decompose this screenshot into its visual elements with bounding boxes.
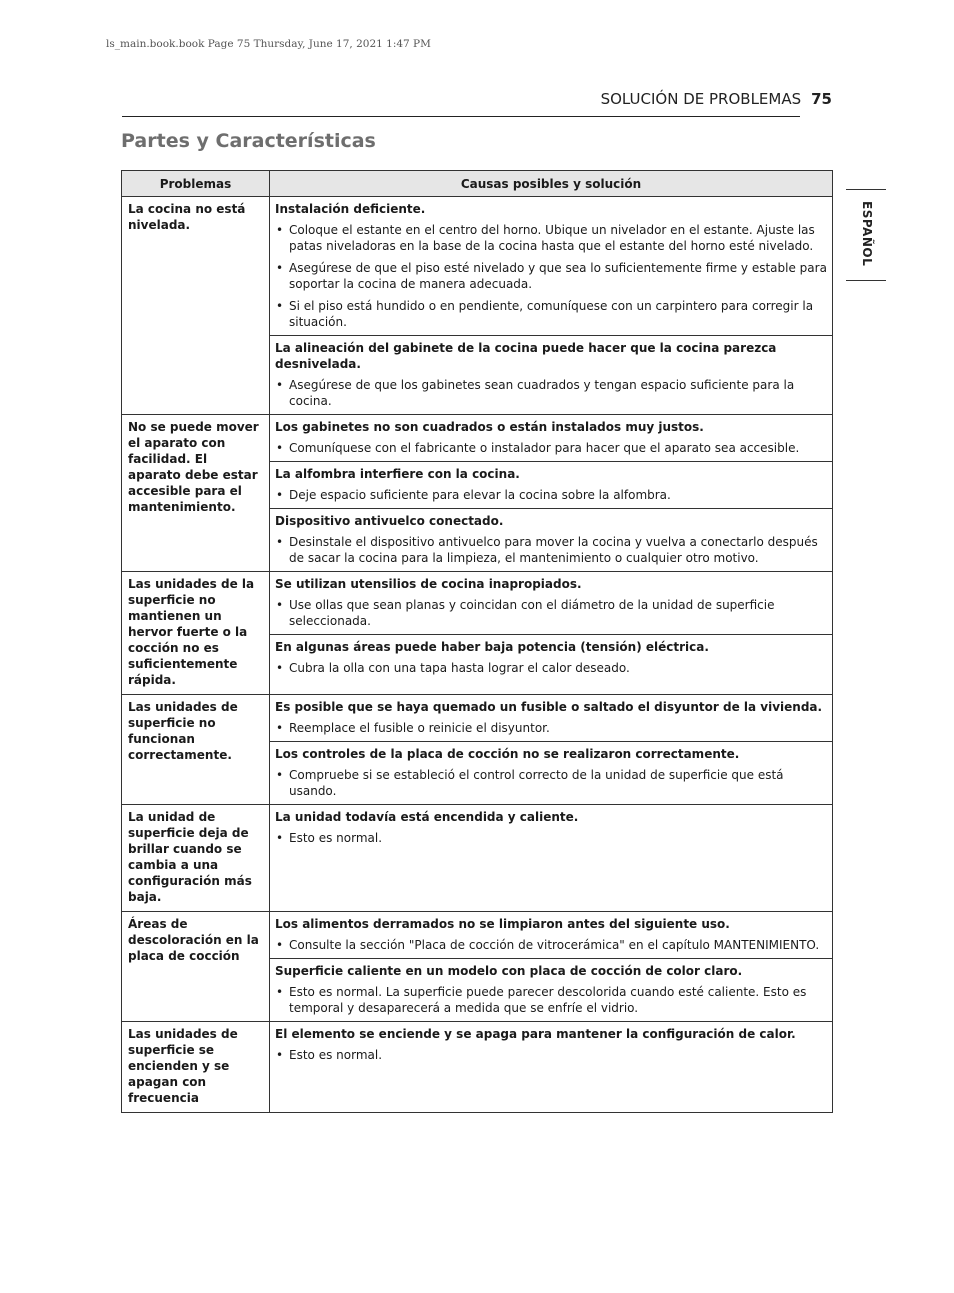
causes-cell bbox=[270, 695, 833, 805]
solution-list bbox=[275, 377, 827, 409]
problem-cell: No se puede mover el aparato con facilidad. El aparato debe estar accesible para el mantenimiento. bbox=[122, 415, 270, 572]
language-side-tab-label: ESPAÑOL bbox=[860, 201, 874, 267]
troubleshooting-table bbox=[121, 170, 833, 1113]
cause-title: Los alimentos derramados no se limpiaron antes del siguiente uso. bbox=[275, 917, 730, 931]
problem-cell: Las unidades de la superficie no mantienen un hervor fuerte o la cocción no es suficientemente rápida. bbox=[122, 572, 270, 695]
solution-list bbox=[275, 720, 827, 736]
cause-title: Se utilizan utensilios de cocina inapropiados. bbox=[275, 577, 582, 591]
cause-block bbox=[270, 508, 832, 571]
cause-title: Dispositivo antivuelco conectado. bbox=[275, 514, 504, 528]
cause-block bbox=[270, 197, 832, 335]
cause-block bbox=[270, 805, 832, 851]
solution-list bbox=[275, 830, 827, 846]
table-row bbox=[122, 197, 833, 415]
solution-item: • Deje espacio suficiente para elevar la cocina sobre la alfombra. bbox=[275, 487, 827, 503]
solution-item: • Asegúrese de que los gabinetes sean cuadrados y tengan espacio suficiente para la cocina. bbox=[275, 377, 827, 409]
table-row bbox=[122, 912, 833, 1022]
cause-block bbox=[270, 912, 832, 958]
cause-block bbox=[270, 415, 832, 461]
cause-title: Superficie caliente en un modelo con placa de cocción de color claro. bbox=[275, 964, 743, 978]
solution-list bbox=[275, 984, 827, 1016]
solution-list bbox=[275, 1047, 827, 1063]
causes-cell bbox=[270, 572, 833, 695]
cause-block bbox=[270, 335, 832, 414]
cause-title: La unidad todavía está encendida y caliente. bbox=[275, 810, 579, 824]
language-side-tab bbox=[846, 189, 886, 281]
solution-item: • Reemplace el fusible o reinicie el disyuntor. bbox=[275, 720, 827, 736]
problem-cell: Áreas de descoloración en la placa de cocción bbox=[122, 912, 270, 1022]
cause-title: Es posible que se haya quemado un fusible o saltado el disyuntor de la vivienda. bbox=[275, 700, 823, 714]
causes-cell bbox=[270, 1022, 833, 1113]
cause-block bbox=[270, 695, 832, 741]
column-header-causes: Causas posibles y solución bbox=[270, 171, 833, 197]
cause-block bbox=[270, 572, 832, 634]
cause-title: La alineación del gabinete de la cocina puede hacer que la cocina parezca desnivelada. bbox=[275, 341, 777, 371]
solution-list bbox=[275, 767, 827, 799]
table-row bbox=[122, 572, 833, 695]
table-header-row bbox=[122, 171, 833, 197]
solution-list bbox=[275, 660, 827, 676]
cause-title: El elemento se enciende y se apaga para mantener la configuración de calor. bbox=[275, 1027, 796, 1041]
causes-cell bbox=[270, 197, 833, 415]
cause-title: Instalación deficiente. bbox=[275, 202, 426, 216]
book-file-stamp: ls_main.book.book Page 75 Thursday, June 17, 2021 1:47 PM bbox=[106, 38, 431, 50]
solution-list bbox=[275, 487, 827, 503]
table-row bbox=[122, 805, 833, 912]
problem-cell: Las unidades de superficie no funcionan correctamente. bbox=[122, 695, 270, 805]
solution-item: • Desinstale el dispositivo antivuelco para mover la cocina y vuelva a conectarlo después de sacar la cocina para la limpieza, el mantenimiento o cualquier otro motivo. bbox=[275, 534, 827, 566]
causes-cell bbox=[270, 912, 833, 1022]
page-title: Partes y Características bbox=[121, 130, 376, 152]
cause-title: Los gabinetes no son cuadrados o están instalados muy justos. bbox=[275, 420, 704, 434]
solution-list bbox=[275, 222, 827, 330]
solution-item: • Comuníquese con el fabricante o instalador para hacer que el aparato sea accesible. bbox=[275, 440, 827, 456]
cause-title: Los controles de la placa de cocción no se realizaron correctamente. bbox=[275, 747, 740, 761]
causes-cell bbox=[270, 415, 833, 572]
running-header bbox=[601, 90, 832, 108]
solution-item: • Consulte la sección "Placa de cocción de vitrocerámica" en el capítulo MANTENIMIENTO. bbox=[275, 937, 827, 953]
cause-block bbox=[270, 741, 832, 804]
cause-title: En algunas áreas puede haber baja potencia (tensión) eléctrica. bbox=[275, 640, 709, 654]
solution-list bbox=[275, 937, 827, 953]
causes-cell bbox=[270, 805, 833, 912]
solution-item: • Cubra la olla con una tapa hasta lograr el calor deseado. bbox=[275, 660, 827, 676]
page-number: 75 bbox=[811, 90, 832, 108]
table-row bbox=[122, 695, 833, 805]
solution-list bbox=[275, 440, 827, 456]
problem-cell: La unidad de superficie deja de brillar cuando se cambia a una configuración más baja. bbox=[122, 805, 270, 912]
column-header-problems: Problemas bbox=[122, 171, 270, 197]
cause-block bbox=[270, 1022, 832, 1068]
solution-item: • Esto es normal. La superficie puede parecer descolorida cuando esté caliente. Esto es temporal y desaparecerá a medida que se enfríe el vidrio. bbox=[275, 984, 827, 1016]
cause-block bbox=[270, 634, 832, 681]
solution-list bbox=[275, 597, 827, 629]
cause-block bbox=[270, 958, 832, 1021]
header-rule bbox=[122, 116, 800, 117]
solution-item: • Coloque el estante en el centro del horno. Ubique un nivelador en el estante. Ajuste las patas niveladoras en la base de la cocina hasta que el estante del horno esté nivelado. bbox=[275, 222, 827, 254]
solution-list bbox=[275, 534, 827, 566]
table-row bbox=[122, 415, 833, 572]
cause-block bbox=[270, 461, 832, 508]
running-header-section: SOLUCIÓN DE PROBLEMAS bbox=[600, 90, 802, 108]
solution-item: • Si el piso está hundido o en pendiente, comuníquese con un carpintero para corregir la situación. bbox=[275, 298, 827, 330]
solution-item: • Use ollas que sean planas y coincidan con el diámetro de la unidad de superficie seleccionada. bbox=[275, 597, 827, 629]
problem-cell: Las unidades de superficie se encienden y se apagan con frecuencia bbox=[122, 1022, 270, 1113]
cause-title: La alfombra interfiere con la cocina. bbox=[275, 467, 520, 481]
problem-cell: La cocina no está nivelada. bbox=[122, 197, 270, 415]
solution-item: • Esto es normal. bbox=[275, 1047, 827, 1063]
solution-item: • Compruebe si se estableció el control correcto de la unidad de superficie que está usando. bbox=[275, 767, 827, 799]
solution-item: • Esto es normal. bbox=[275, 830, 827, 846]
solution-item: • Asegúrese de que el piso esté nivelado y que sea lo suficientemente firme y estable para soportar la cocina de manera adecuada. bbox=[275, 260, 827, 292]
table-row bbox=[122, 1022, 833, 1113]
